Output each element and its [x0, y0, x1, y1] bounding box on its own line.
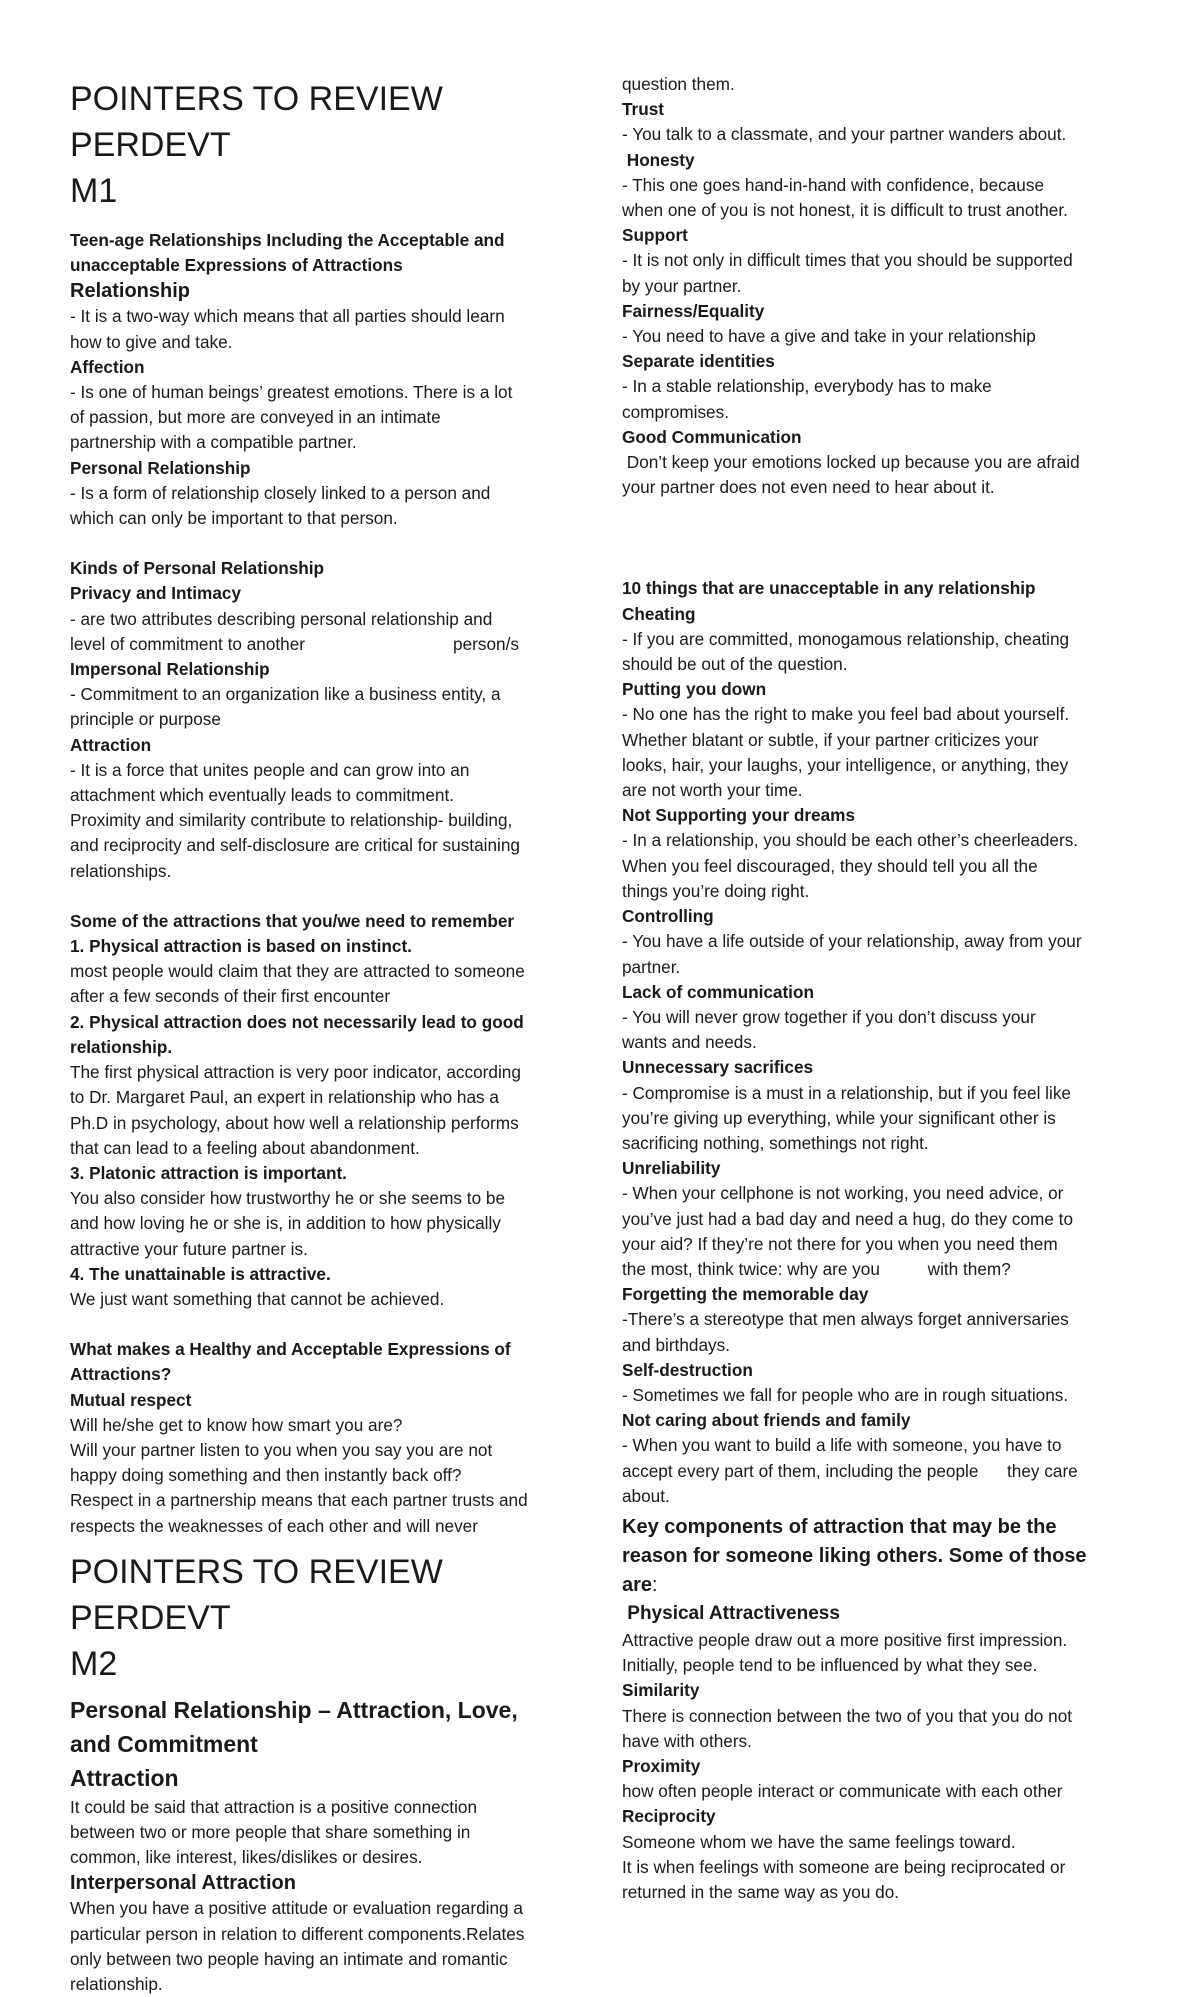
m1-subtitle: Teen-age Relationships Including the Acceptable and unacceptable Expressions of Attractions [70, 230, 505, 276]
putting-down-text: - No one has the right to make you feel bad about yourself. Whether blatant or subtle, if your partner criticizes your looks, hair, your laughs, your intelligence, or anything, they are not worth your time. [622, 704, 1070, 801]
interpersonal-heading: Interpersonal Attraction [70, 1872, 296, 1895]
forgetting-text: -There’s a stereotype that men always forget anniversaries and birthdays. [622, 1309, 1069, 1355]
mutual-respect-text: Will he/she get to know how smart you are? Will your partner listen to you when you say you are not happy doing something and then instantly back off? Respect in a partnership means that each partner trusts and respects the weaknesses of each other and will never [70, 1414, 528, 1536]
affection-heading: Affection [70, 356, 145, 377]
point3-heading: 3. Platonic attraction is important. [70, 1162, 347, 1183]
attraction-text: - It is a force that unites people and can grow into an attachment which eventually leads to commitment. Proximity and similarity contribute to relationship- building, and reciprocity and self-disclosure are critical for sustaining relationships. [70, 759, 520, 881]
m1-title: POINTERS TO REVIEW PERDEVT M1 [70, 80, 443, 210]
reciprocity-text: Someone whom we have the same feelings toward. It is when feelings with someone are being reciprocated or returned in the same way as you do. [622, 1831, 1066, 1902]
personal-relationship-text: - Is a form of relationship closely linked to a person and which can only be important to that person. [70, 482, 491, 529]
reciprocity-heading: Reciprocity [622, 1806, 716, 1827]
point2-heading: 2. Physical attraction does not necessarily lead to good relationship. [70, 1011, 524, 1057]
interpersonal-text: When you have a positive attitude or evaluation regarding a particular person in relation to different components.Relates only between two people having an intimate and romantic relationship. [70, 1898, 525, 1994]
honesty-text: - This one goes hand-in-hand with confidence, because when one of you is not honest, it is difficult to trust another. [622, 174, 1068, 221]
point1-heading: 1. Physical attraction is based on instinct. [70, 936, 412, 957]
personal-relationship-heading: Personal Relationship [70, 457, 251, 478]
impersonal-text: - Commitment to an organization like a business entity, a principle or purpose [70, 684, 501, 730]
fairness-heading: Fairness/Equality [622, 300, 765, 321]
similarity-heading: Similarity [622, 1680, 700, 1701]
relationship-text: - It is a two-way which means that all parties should learn how to give and take. [70, 306, 505, 352]
cheating-text: - If you are committed, monogamous relationship, cheating should be out of the question. [622, 628, 1070, 675]
trust-text: - You talk to a classmate, and your partner wanders about. [622, 124, 1067, 145]
m2-title: POINTERS TO REVIEW PERDEVT M2 [70, 1552, 443, 1683]
fairness-text: - You need to have a give and take in your relationship [622, 326, 1036, 347]
trust-heading: Trust [622, 99, 665, 120]
point2-text: The first physical attraction is very poor indicator, according to Dr. Margaret Paul, an expert in relationship who has a Ph.D in psychology, about how well a relationship performs that can lead to a feeling about abandonment. [70, 1062, 521, 1158]
m2-subtitle: Personal Relationship – Attraction, Love, and Commitment [70, 1696, 518, 1757]
physical-attractiveness-text: Attractive people draw out a more positive first impression. Initially, people tend to be influenced by what they see. [622, 1629, 1068, 1676]
honesty-heading: Honesty [622, 149, 695, 170]
not-caring-heading: Not caring about friends and family [622, 1410, 911, 1431]
ten-things-heading: 10 things that are unacceptable in any relationship [622, 578, 1036, 599]
separate-identities-text: - In a stable relationship, everybody has to make compromises. [622, 376, 992, 422]
healthy-heading: What makes a Healthy and Acceptable Expressions of Attractions? [70, 1339, 511, 1385]
lack-communication-text: - You will never grow together if you don’t discuss your wants and needs. [622, 1006, 1036, 1053]
relationship-heading: Relationship [70, 280, 191, 303]
separate-identities-heading: Separate identities [622, 351, 775, 372]
mutual-respect-heading: Mutual respect [70, 1389, 192, 1410]
controlling-text: - You have a life outside of your relationship, away from your partner. [622, 931, 1082, 977]
not-caring-text: - When you want to build a life with someone, you have to accept every part of them, including the people they care about. [622, 1435, 1078, 1506]
good-communication-text: Don’t keep your emotions locked up because you are afraid your partner does not even need to hear about it. [622, 452, 1080, 498]
kinds-heading: Kinds of Personal Relationship [70, 558, 325, 579]
physical-attractiveness-heading: Physical Attractiveness [622, 1602, 840, 1624]
similarity-text: There is connection between the two of you that you do not have with others. [622, 1705, 1073, 1751]
lack-communication-heading: Lack of communication [622, 981, 814, 1002]
good-communication-heading: Good Communication [622, 426, 802, 447]
support-heading: Support [622, 225, 688, 246]
m2-attraction-text: It could be said that attraction is a positive connection between two or more people that share something in common, like interest, likes/dislikes or desires. [70, 1796, 478, 1868]
self-destruction-heading: Self-destruction [622, 1359, 753, 1380]
support-text: - It is not only in difficult times that you should be supported by your partner. [622, 250, 1073, 296]
right-column [622, 0, 1142, 1905]
point4-text: We just want something that cannot be achieved. [70, 1288, 445, 1309]
putting-down-heading: Putting you down [622, 679, 767, 700]
m2-attraction-heading: Attraction [70, 1764, 179, 1791]
some-attractions-heading: Some of the attractions that you/we need to remember [70, 910, 515, 931]
affection-text: - Is one of human beings’ greatest emotions. There is a lot of passion, but more are conveyed in an intimate partnership with a compatible partner. [70, 382, 513, 453]
forgetting-heading: Forgetting the memorable day [622, 1284, 869, 1305]
attraction-heading: Attraction [70, 734, 152, 755]
privacy-heading: Privacy and Intimacy [70, 583, 242, 604]
not-supporting-text: - In a relationship, you should be each other’s cheerleaders. When you feel discouraged, they should tell you all the things you’re doing right. [622, 830, 1079, 901]
self-destruction-text: - Sometimes we fall for people who are in rough situations. [622, 1384, 1069, 1405]
unreliability-text: - When your cellphone is not working, you need advice, or you’ve just had a bad day and need a hug, do they come to your aid? If they’re not there for you when you need them the most, think twice: why are you with them? [622, 1183, 1074, 1279]
privacy-text: - are two attributes describing personal relationship and level of commitment to another person/s [70, 608, 519, 654]
left-column [70, 0, 585, 1997]
proximity-heading: Proximity [622, 1755, 701, 1776]
impersonal-heading: Impersonal Relationship [70, 659, 270, 680]
key-components-heading: Key components of attraction that may be the reason for someone liking others. Some of those are: [622, 1515, 1087, 1596]
cheating-heading: Cheating [622, 603, 696, 624]
point4-heading: 4. The unattainable is attractive. [70, 1263, 331, 1284]
not-supporting-heading: Not Supporting your dreams [622, 805, 855, 826]
point3-text: You also consider how trustworthy he or she seems to be and how loving he or she is, in addition to how physically attractive your future partner is. [70, 1188, 506, 1259]
sacrifices-text: - Compromise is a must in a relationship, but if you feel like you’re giving up everything, while your significant other is sacrificing nothing, somethings not right. [622, 1082, 1071, 1153]
controlling-heading: Controlling [622, 906, 714, 927]
unreliability-heading: Unreliability [622, 1158, 721, 1179]
continued-text: question them. [622, 74, 735, 94]
proximity-text: how often people interact or communicate with each other [622, 1781, 1063, 1802]
point1-text: most people would claim that they are attracted to someone after a few seconds of their first encounter [70, 961, 525, 1007]
sacrifices-heading: Unnecessary sacrifices [622, 1057, 814, 1078]
